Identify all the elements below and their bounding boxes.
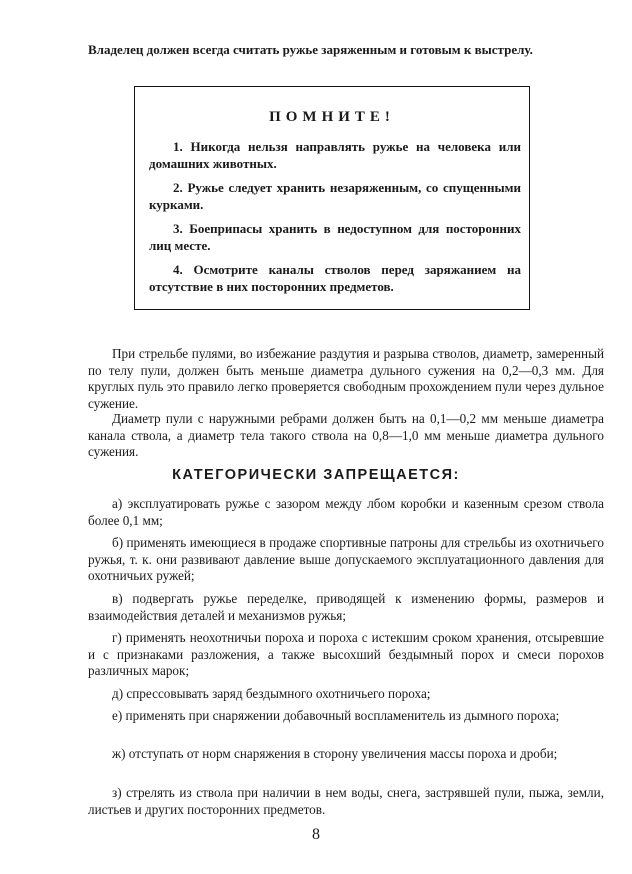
notice-title: ПОМНИТЕ!	[269, 109, 395, 125]
prohibited-item-e: е) применять при снаряжении добавочный воспламенитель из дымного пороха;	[112, 708, 560, 723]
notice-item-1: 1. Никогда нельзя направлять ружье на человека или домашних животных.	[149, 139, 521, 171]
paragraph-ribbed-bullet: Диаметр пули с наружными ребрами должен быть на 0,1—0,2 мм меньше диаметра канала ствола, а диаметр тела такого ствола на 0,8—1,0 мм меньше диаметра дульного сужения.	[88, 411, 604, 460]
prohibited-item-g: г) применять неохотничьи пороха и пороха с истекшим сроком хранения, отсыревшие и с признаками разложения, а также высохший бездымный порох и смеси порохов различных марок;	[88, 630, 604, 679]
prohibited-item-a: а) эксплуатировать ружье с зазором между лбом коробки и казенным срезом ствола более 0,1 мм;	[88, 496, 604, 528]
page-number: 8	[312, 826, 320, 843]
notice-box	[134, 86, 530, 310]
prohibited-item-zh: ж) отступать от норм снаряжения в сторону увеличения массы пороха и дроби;	[112, 746, 558, 761]
prohibited-item-v: в) подвергать ружье переделке, приводящей к изменению формы, размеров и взаимодействия деталей и механизмов ружья;	[88, 591, 604, 623]
prohibited-heading: КАТЕГОРИЧЕСКИ ЗАПРЕЩАЕТСЯ:	[172, 467, 460, 483]
prohibited-item-b: б) применять имеющиеся в продаже спортивные патроны для стрельбы из охотничьего ружья, т. к. они развивают давление выше допускаемого эксплуатационного давления для охотничьих ружей;	[88, 535, 604, 584]
intro-text: Владелец должен всегда считать ружье заряженным и готовым к выстрелу.	[88, 42, 533, 57]
notice-item-4: 4. Осмотрите каналы стволов перед заряжанием на отсутствие в них посторонних предметов.	[149, 262, 521, 294]
paragraph-bullets: При стрельбе пулями, во избежание раздутия и разрыва стволов, диаметр, замеренный по телу пули, должен быть меньше диаметра дульного сужения на 0,2—0,3 мм. Для круглых пуль это правило легко проверяется свободным прохождением пули через дульное сужение.	[88, 346, 604, 411]
prohibited-item-d: д) спрессовывать заряд бездымного охотничьего пороха;	[112, 686, 431, 701]
notice-item-2: 2. Ружье следует хранить незаряженным, со спущенными курками.	[149, 180, 521, 212]
notice-item-3: 3. Боеприпасы хранить в недоступном для посторонних лиц месте.	[149, 221, 521, 253]
prohibited-item-z: з) стрелять из ствола при наличии в нем воды, снега, застрявшей пули, пыжа, земли, листьев и других посторонних предметов.	[88, 785, 604, 817]
